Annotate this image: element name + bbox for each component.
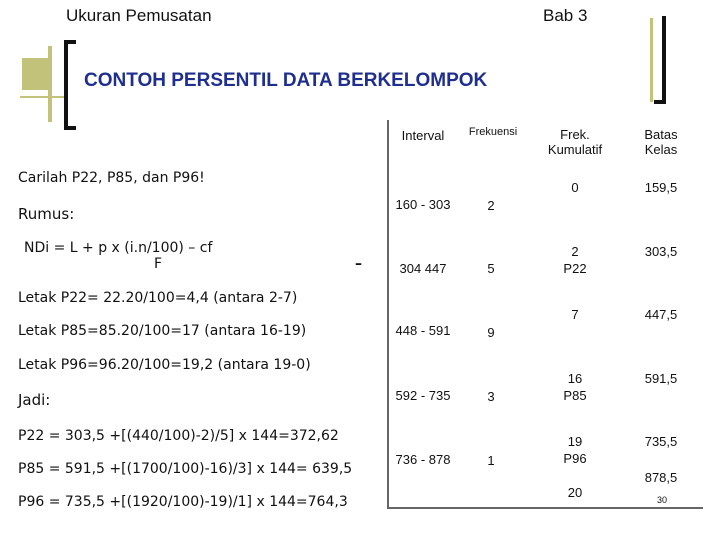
- header-chapter: Bab 3: [543, 6, 588, 25]
- decor-right-bracket-stem: [662, 16, 666, 104]
- kumulatif-4: 16: [567, 371, 583, 386]
- interval-3: 448 - 591: [395, 323, 451, 338]
- letak-p85: Letak P85=85.20/100=17 (antara 16-19): [18, 323, 307, 339]
- header-batas: Batas Kelas: [644, 127, 678, 157]
- interval-1: 160 - 303: [395, 197, 451, 212]
- kumulatif-3: 7: [571, 307, 579, 322]
- header-topic: Ukuran Pemusatan: [66, 6, 212, 25]
- decor-left-bracket-stem: [64, 40, 68, 130]
- interval-2: 304 447: [399, 261, 447, 276]
- table-left-border: [387, 120, 389, 508]
- frequency-1: 2: [487, 198, 495, 213]
- decor-olive-square: [22, 58, 50, 90]
- batas-3: 447,5: [644, 307, 678, 322]
- header-frekuensi: Frekuensi: [468, 126, 518, 138]
- decor-left-bracket-bottom: [64, 126, 76, 130]
- letak-p22: Letak P22= 22.20/100=4,4 (antara 2-7): [18, 290, 298, 306]
- rumus-label: Rumus:: [18, 205, 75, 223]
- batas-2: 303,5: [644, 244, 678, 259]
- kumulatif-6: 20: [567, 485, 583, 500]
- decor-right-bracket-bottom: [654, 100, 666, 104]
- interval-4: 592 - 735: [395, 388, 451, 403]
- header-kumulatif: Frek. Kumulatif: [547, 127, 603, 157]
- task-text: Carilah P22, P85, dan P96!: [18, 170, 205, 186]
- batas-6: 878,5: [644, 470, 678, 485]
- batas-4: 591,5: [644, 371, 678, 386]
- table-bottom-border: [387, 507, 703, 509]
- batas-1: 159,5: [644, 180, 678, 195]
- decor-olive-line-v: [48, 46, 52, 122]
- frequency-3: 9: [487, 325, 495, 340]
- frequency-2: 5: [487, 261, 495, 276]
- kumulatif-4-sub: P85: [563, 388, 587, 403]
- kumulatif-5-sub: P96: [563, 451, 587, 466]
- page-number: 30: [657, 495, 668, 505]
- header-interval: Interval: [401, 128, 445, 143]
- kumulatif-2-sub: P22: [563, 261, 587, 276]
- kumulatif-2: 2: [571, 244, 579, 259]
- frequency-5: 1: [487, 453, 495, 468]
- decor-olive-line-h: [20, 96, 66, 98]
- result-p96: P96 = 735,5 +[(1920/100)-19)/1] x 144=764,3: [18, 494, 348, 510]
- result-p22: P22 = 303,5 +[(440/100)-2)/5] x 144=372,62: [18, 428, 339, 444]
- batas-5: 735,5: [644, 434, 678, 449]
- formula-denominator: F: [154, 256, 163, 272]
- formula-dash: –: [355, 256, 362, 272]
- kumulatif-1: 0: [571, 180, 579, 195]
- letak-p96: Letak P96=96.20/100=19,2 (antara 19-0): [18, 357, 311, 373]
- decor-left-bracket-top: [64, 40, 76, 44]
- jadi-label: Jadi:: [18, 391, 51, 409]
- frequency-4: 3: [487, 389, 495, 404]
- interval-5: 736 - 878: [395, 452, 451, 467]
- kumulatif-5: 19: [567, 434, 583, 449]
- formula-numerator: NDi = L + p x (i.n/100) – cf: [24, 240, 213, 256]
- slide-title: CONTOH PERSENTIL DATA BERKELOMPOK: [84, 70, 488, 91]
- decor-olive-right-line: [650, 18, 653, 102]
- result-p85: P85 = 591,5 +[(1700/100)-16)/3] x 144= 639,5: [18, 461, 353, 477]
